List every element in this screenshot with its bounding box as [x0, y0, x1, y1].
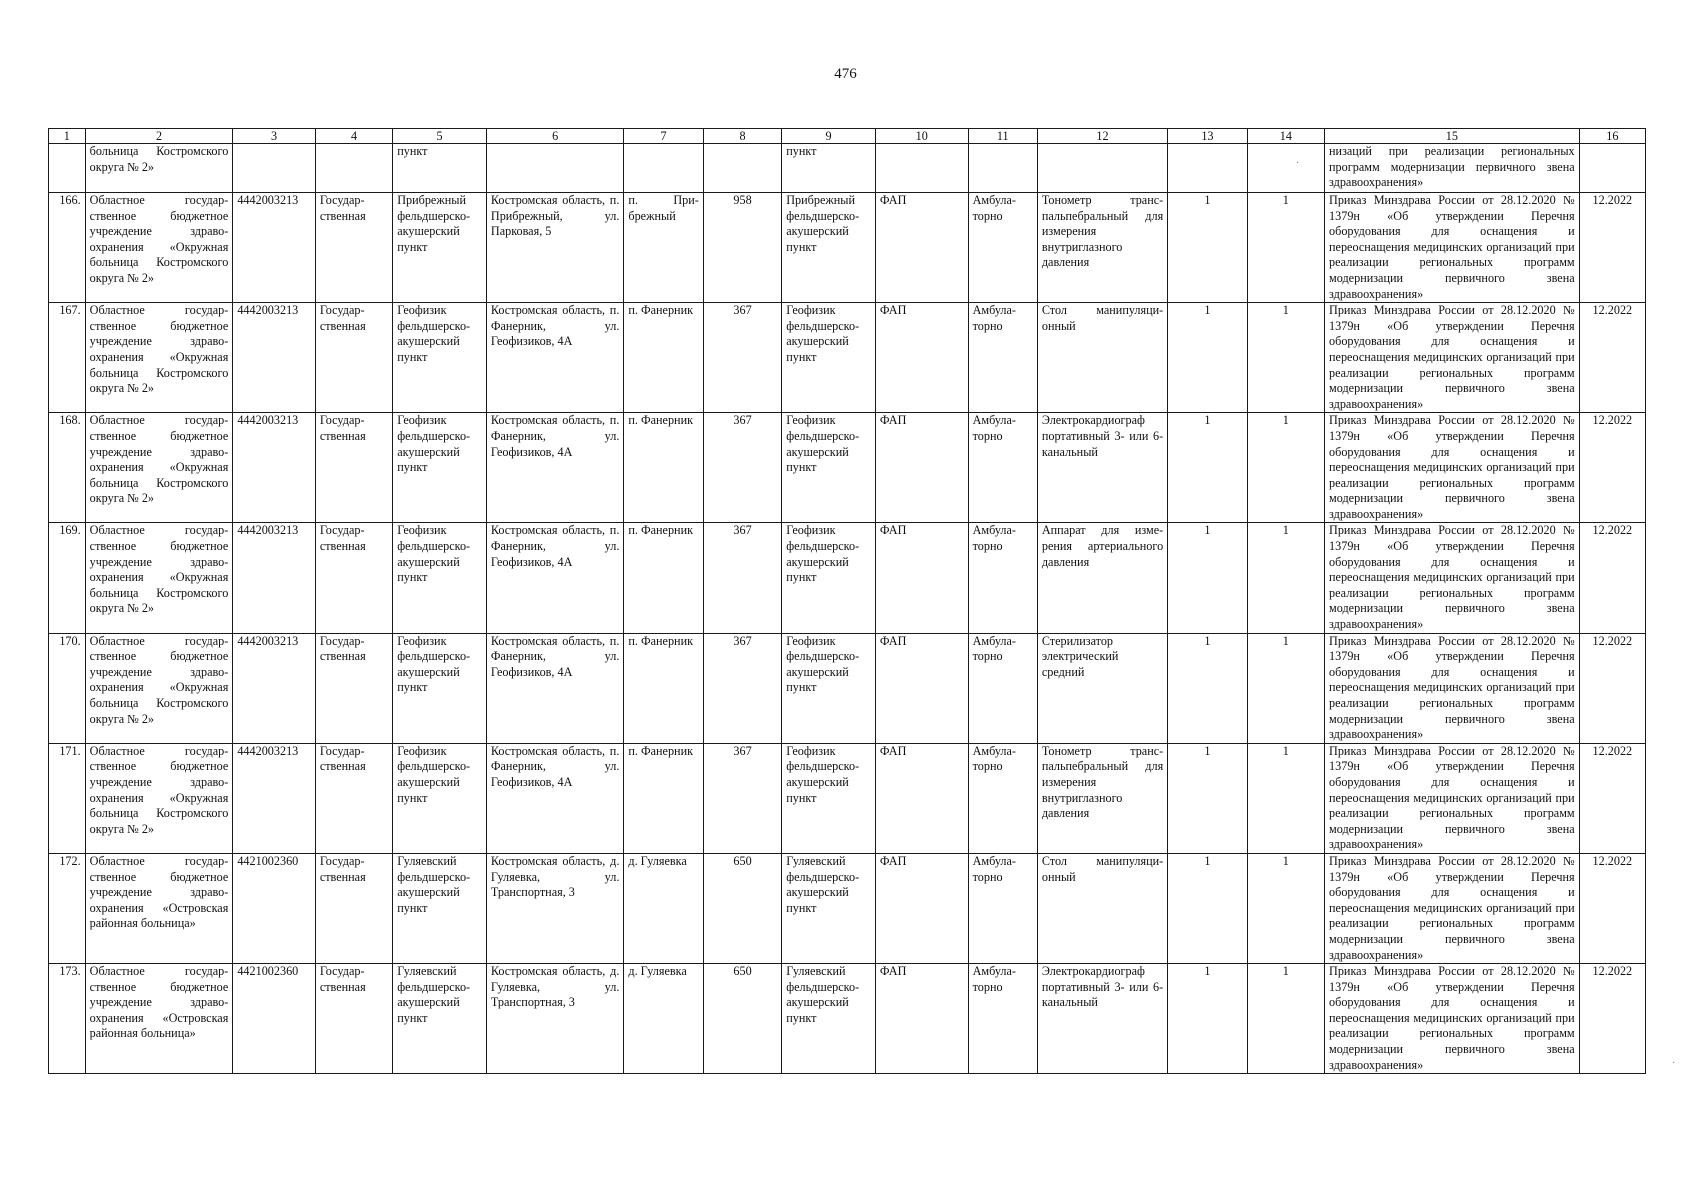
cell-unit-type: ФАП	[875, 193, 968, 303]
cell-unit: Геофизик фельдшерско-акушерский пункт	[782, 413, 876, 523]
column-number: 3	[233, 129, 315, 144]
cell-qty-b: 1	[1247, 303, 1324, 413]
cell-number: 172.	[49, 853, 86, 963]
cell-care-form: Амбулаторно	[968, 633, 1037, 743]
column-number: 16	[1579, 129, 1645, 144]
cell-organization: Областное государственное бюджетное учреждение здравоохранения «Окружная больница Костромского округа № 2»	[85, 743, 233, 853]
column-number: 15	[1325, 129, 1580, 144]
cell-date: 12.2022	[1579, 633, 1645, 743]
cell-inn	[233, 144, 315, 193]
cell-qty-a: 1	[1168, 743, 1247, 853]
cell-address: Костромская область, д. Гуляевка, ул. Транспортная, 3	[486, 964, 623, 1074]
cell-unit-type: ФАП	[875, 413, 968, 523]
cell-ownership: Государственная	[315, 303, 392, 413]
cell-address: Костромская область, п. Фанерник, ул. Геофизиков, 4А	[486, 743, 623, 853]
cell-qty-a: 1	[1168, 853, 1247, 963]
column-number: 8	[703, 129, 781, 144]
cell-facility: Геофизик фельдшерско-акушерский пункт	[393, 523, 487, 633]
cell-settlement: д. Гуляевка	[624, 853, 703, 963]
cell-care-form	[968, 144, 1037, 193]
cell-population: 650	[703, 964, 781, 1074]
cell-population: 367	[703, 303, 781, 413]
cell-population: 367	[703, 743, 781, 853]
cell-qty-a: 1	[1168, 633, 1247, 743]
cell-unit: Гуляевский фельдшерско-акушерский пункт	[782, 853, 876, 963]
cell-ownership: Государственная	[315, 633, 392, 743]
cell-unit-type: ФАП	[875, 743, 968, 853]
scan-speck: ·	[1672, 1058, 1676, 1069]
cell-equipment: Стол манипуляционный	[1037, 303, 1167, 413]
cell-unit-type: ФАП	[875, 303, 968, 413]
cell-equipment: Электрокардиограф портативный 3- или 6-канальный	[1037, 413, 1167, 523]
cell-unit: Геофизик фельдшерско-акушерский пункт	[782, 523, 876, 633]
cell-basis: Приказ Минздрава России от 28.12.2020 № 1379н «Об утверждении Перечня оборудования для оснащения и переоснащения медицинских организаций при реализации региональных программ модернизации первичного звена здравоохранения»	[1325, 523, 1580, 633]
cell-care-form: Амбулаторно	[968, 303, 1037, 413]
cell-qty-b: 1	[1247, 193, 1324, 303]
cell-address: Костромская область, д. Гуляевка, ул. Транспортная, 3	[486, 853, 623, 963]
cell-unit: пункт	[782, 144, 876, 193]
table-row	[49, 193, 1646, 303]
cell-unit: Гуляевский фельдшерско-акушерский пункт	[782, 964, 876, 1074]
cell-basis: Приказ Минздрава России от 28.12.2020 № 1379н «Об утверждении Перечня оборудования для оснащения и переоснащения медицинских организаций при реализации региональных программ модернизации первичного звена здравоохранения»	[1325, 964, 1580, 1074]
cell-number: 169.	[49, 523, 86, 633]
cell-settlement: п. Фанерник	[624, 413, 703, 523]
continuation-row	[49, 144, 1646, 193]
cell-population: 367	[703, 523, 781, 633]
cell-qty-a: 1	[1168, 303, 1247, 413]
cell-population: 367	[703, 413, 781, 523]
cell-number	[49, 144, 86, 193]
cell-date: 12.2022	[1579, 853, 1645, 963]
cell-qty-b: 1	[1247, 413, 1324, 523]
cell-qty-a	[1168, 144, 1247, 193]
cell-date: 12.2022	[1579, 193, 1645, 303]
cell-basis: Приказ Минздрава России от 28.12.2020 № 1379н «Об утверждении Перечня оборудования для оснащения и переоснащения медицинских организаций при реализации региональных программ модернизации первичного звена здравоохранения»	[1325, 413, 1580, 523]
cell-date: 12.2022	[1579, 523, 1645, 633]
cell-qty-b	[1247, 144, 1324, 193]
table-row	[49, 964, 1646, 1074]
cell-settlement: п. Прибрежный	[624, 193, 703, 303]
cell-basis: Приказ Минздрава России от 28.12.2020 № 1379н «Об утверждении Перечня оборудования для оснащения и переоснащения медицинских организаций при реализации региональных программ модернизации первичного звена здравоохранения»	[1325, 743, 1580, 853]
cell-qty-b: 1	[1247, 743, 1324, 853]
cell-date: 12.2022	[1579, 303, 1645, 413]
cell-address	[486, 144, 623, 193]
column-number: 5	[393, 129, 487, 144]
cell-inn: 4421002360	[233, 853, 315, 963]
table-row	[49, 303, 1646, 413]
column-number: 1	[49, 129, 86, 144]
table-row	[49, 633, 1646, 743]
cell-organization: больница Костромского округа № 2»	[85, 144, 233, 193]
cell-unit-type: ФАП	[875, 853, 968, 963]
cell-address: Костромская область, п. Прибрежный, ул. Парковая, 5	[486, 193, 623, 303]
cell-basis: Приказ Минздрава России от 28.12.2020 № 1379н «Об утверждении Перечня оборудования для оснащения и переоснащения медицинских организаций при реализации региональных программ модернизации первичного звена здравоохранения»	[1325, 193, 1580, 303]
cell-equipment: Тонометр транспальпебральный для измерения внутриглазного давления	[1037, 743, 1167, 853]
cell-organization: Областное государственное бюджетное учреждение здравоохранения «Окружная больница Костромского округа № 2»	[85, 413, 233, 523]
cell-settlement	[624, 144, 703, 193]
cell-care-form: Амбулаторно	[968, 523, 1037, 633]
cell-qty-b: 1	[1247, 633, 1324, 743]
cell-date: 12.2022	[1579, 743, 1645, 853]
cell-inn: 4421002360	[233, 964, 315, 1074]
cell-unit-type: ФАП	[875, 523, 968, 633]
cell-ownership	[315, 144, 392, 193]
cell-facility: Геофизик фельдшерско-акушерский пункт	[393, 303, 487, 413]
cell-unit: Геофизик фельдшерско-акушерский пункт	[782, 633, 876, 743]
cell-facility: Прибрежный фельдшерско-акушерский пункт	[393, 193, 487, 303]
cell-qty-b: 1	[1247, 964, 1324, 1074]
cell-number: 166.	[49, 193, 86, 303]
cell-facility: Геофизик фельдшерско-акушерский пункт	[393, 743, 487, 853]
cell-qty-b: 1	[1247, 853, 1324, 963]
cell-inn: 4442003213	[233, 633, 315, 743]
cell-equipment	[1037, 144, 1167, 193]
table-row	[49, 743, 1646, 853]
cell-address: Костромская область, п. Фанерник, ул. Геофизиков, 4А	[486, 523, 623, 633]
cell-number: 168.	[49, 413, 86, 523]
cell-equipment: Аппарат для измерения артериального давления	[1037, 523, 1167, 633]
cell-qty-b: 1	[1247, 523, 1324, 633]
cell-equipment: Стерилизатор электрический средний	[1037, 633, 1167, 743]
cell-facility: Геофизик фельдшерско-акушерский пункт	[393, 413, 487, 523]
cell-population: 958	[703, 193, 781, 303]
cell-settlement: п. Фанерник	[624, 633, 703, 743]
cell-unit-type	[875, 144, 968, 193]
cell-ownership: Государственная	[315, 193, 392, 303]
column-number: 6	[486, 129, 623, 144]
column-number: 13	[1168, 129, 1247, 144]
cell-inn: 4442003213	[233, 193, 315, 303]
table-row	[49, 853, 1646, 963]
cell-date: 12.2022	[1579, 413, 1645, 523]
cell-ownership: Государственная	[315, 413, 392, 523]
cell-unit-type: ФАП	[875, 633, 968, 743]
cell-ownership: Государственная	[315, 853, 392, 963]
cell-unit-type: ФАП	[875, 964, 968, 1074]
column-number: 12	[1037, 129, 1167, 144]
cell-organization: Областное государственное бюджетное учреждение здравоохранения «Окружная больница Костромского округа № 2»	[85, 303, 233, 413]
cell-basis: Приказ Минздрава России от 28.12.2020 № 1379н «Об утверждении Перечня оборудования для оснащения и переоснащения медицинских организаций при реализации региональных программ модернизации первичного звена здравоохранения»	[1325, 633, 1580, 743]
column-number: 2	[85, 129, 233, 144]
cell-number: 173.	[49, 964, 86, 1074]
cell-basis: низаций при реализации региональных программ модернизации первичного звена здравоохранения»	[1325, 144, 1580, 193]
column-number: 9	[782, 129, 876, 144]
cell-organization: Областное государственное бюджетное учреждение здравоохранения «Окружная больница Костромского округа № 2»	[85, 523, 233, 633]
cell-care-form: Амбулаторно	[968, 853, 1037, 963]
cell-organization: Областное государственное бюджетное учреждение здравоохранения «Окружная больница Костромского округа № 2»	[85, 633, 233, 743]
column-number: 14	[1247, 129, 1324, 144]
cell-population: 650	[703, 853, 781, 963]
cell-ownership: Государственная	[315, 964, 392, 1074]
cell-facility: Гуляевский фельдшерско-акушерский пункт	[393, 853, 487, 963]
cell-ownership: Государственная	[315, 743, 392, 853]
cell-inn: 4442003213	[233, 413, 315, 523]
cell-qty-a: 1	[1168, 413, 1247, 523]
cell-organization: Областное государственное бюджетное учреждение здравоохранения «Островская районная больница»	[85, 964, 233, 1074]
cell-equipment: Электрокардиограф портативный 3- или 6-канальный	[1037, 964, 1167, 1074]
cell-settlement: п. Фанерник	[624, 303, 703, 413]
cell-inn: 4442003213	[233, 523, 315, 633]
cell-care-form: Амбулаторно	[968, 193, 1037, 303]
cell-address: Костромская область, п. Фанерник, ул. Геофизиков, 4А	[486, 303, 623, 413]
scan-speck: ·	[1296, 158, 1300, 169]
cell-organization: Областное государственное бюджетное учреждение здравоохранения «Островская районная больница»	[85, 853, 233, 963]
cell-settlement: д. Гуляевка	[624, 964, 703, 1074]
cell-population: 367	[703, 633, 781, 743]
cell-ownership: Государственная	[315, 523, 392, 633]
cell-equipment: Стол манипуляционный	[1037, 853, 1167, 963]
cell-qty-a: 1	[1168, 964, 1247, 1074]
cell-date	[1579, 144, 1645, 193]
cell-organization: Областное государственное бюджетное учреждение здравоохранения «Окружная больница Костромского округа № 2»	[85, 193, 233, 303]
cell-number: 167.	[49, 303, 86, 413]
cell-basis: Приказ Минздрава России от 28.12.2020 № 1379н «Об утверждении Перечня оборудования для оснащения и переоснащения медицинских организаций при реализации региональных программ модернизации первичного звена здравоохранения»	[1325, 853, 1580, 963]
cell-date: 12.2022	[1579, 964, 1645, 1074]
cell-number: 170.	[49, 633, 86, 743]
column-number: 4	[315, 129, 392, 144]
cell-settlement: п. Фанерник	[624, 743, 703, 853]
column-number: 10	[875, 129, 968, 144]
cell-number: 171.	[49, 743, 86, 853]
cell-address: Костромская область, п. Фанерник, ул. Геофизиков, 4А	[486, 413, 623, 523]
cell-facility: Геофизик фельдшерско-акушерский пункт	[393, 633, 487, 743]
cell-population	[703, 144, 781, 193]
cell-care-form: Амбулаторно	[968, 743, 1037, 853]
column-number: 7	[624, 129, 703, 144]
cell-care-form: Амбулаторно	[968, 413, 1037, 523]
cell-equipment: Тонометр транспальпебральный для измерения внутриглазного давления	[1037, 193, 1167, 303]
column-number: 11	[968, 129, 1037, 144]
column-number-row	[49, 129, 1646, 144]
table-row	[49, 413, 1646, 523]
cell-basis: Приказ Минздрава России от 28.12.2020 № 1379н «Об утверждении Перечня оборудования для оснащения и переоснащения медицинских организаций при реализации региональных программ модернизации первичного звена здравоохранения»	[1325, 303, 1580, 413]
cell-unit: Геофизик фельдшерско-акушерский пункт	[782, 303, 876, 413]
cell-unit: Прибрежный фельдшерско-акушерский пункт	[782, 193, 876, 303]
cell-facility: Гуляевский фельдшерско-акушерский пункт	[393, 964, 487, 1074]
cell-settlement: п. Фанерник	[624, 523, 703, 633]
cell-inn: 4442003213	[233, 303, 315, 413]
cell-facility: пункт	[393, 144, 487, 193]
cell-unit: Геофизик фельдшерско-акушерский пункт	[782, 743, 876, 853]
page-number: 476	[834, 66, 857, 82]
cell-qty-a: 1	[1168, 523, 1247, 633]
cell-address: Костромская область, п. Фанерник, ул. Геофизиков, 4А	[486, 633, 623, 743]
cell-inn: 4442003213	[233, 743, 315, 853]
cell-qty-a: 1	[1168, 193, 1247, 303]
equipment-registry-table	[48, 128, 1646, 1074]
cell-care-form: Амбулаторно	[968, 964, 1037, 1074]
table-row	[49, 523, 1646, 633]
